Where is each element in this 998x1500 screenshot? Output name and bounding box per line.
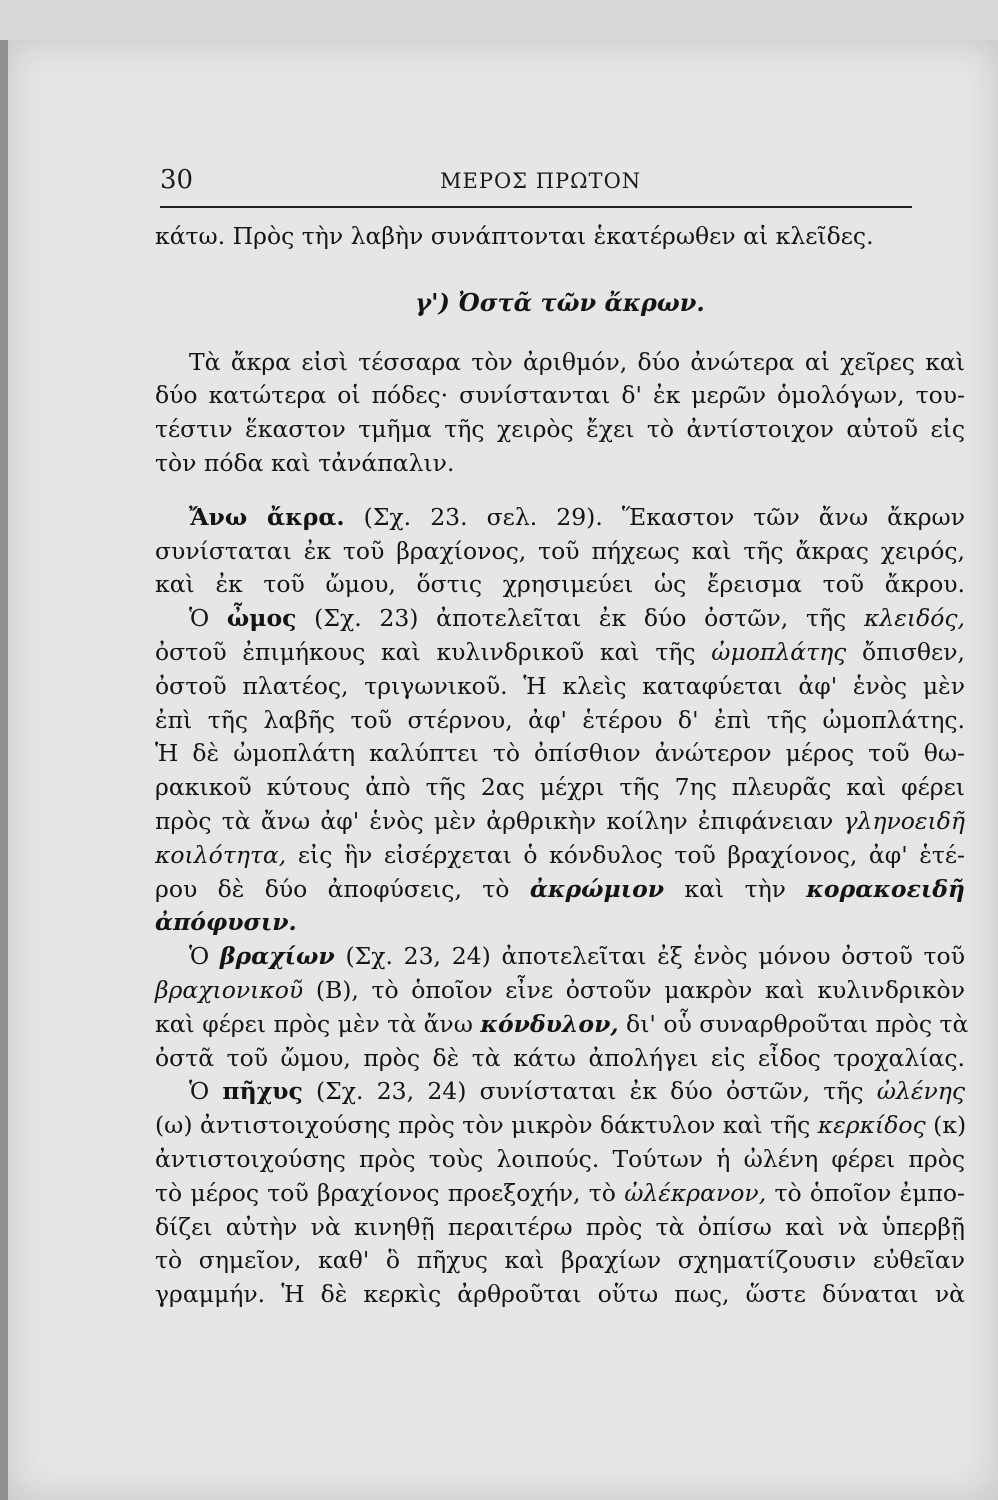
text-line: ρου δὲ δύο ἀποφύσεις, τὸ ἀκρώμιον καὶ τὴν κορακοειδῆ <box>155 874 966 903</box>
paragraph-shoulder <box>155 602 965 940</box>
text-line: Ὁ βραχίων (Σχ. 23, 24) ἀποτελεῖται ἐξ ἑνὸς μόνου ὀστοῦ τοῦ <box>189 942 965 971</box>
text-line: Τὰ ἄκρα εἰσὶ τέσσαρα τὸν ἀριθμόν, δύο ἀνώτερα αἱ χεῖρες καὶ <box>189 347 965 376</box>
term-humerus: βραχίων <box>219 942 335 971</box>
text-line: καὶ ἐκ τοῦ ὤμου, ὅστις χρησιμεύει ὡς ἔρεισμα τοῦ ἄκρου. <box>155 570 965 599</box>
text-line: καὶ φέρει πρὸς μὲν τὰ ἄνω κόνδυλον, δι' οὗ συναρθροῦται πρὸς τὰ <box>155 1009 969 1038</box>
text-line: τὸν πόδα καὶ τἀνάπαλιν. <box>155 448 455 477</box>
text-line: τὸ σημεῖον, καθ' ὃ πῆχυς καὶ βραχίων σχηματίζουσιν εὐθεῖαν <box>155 1246 965 1275</box>
paragraph-limbs-intro <box>155 346 965 481</box>
text-line: ρακικοῦ κύτους ἀπὸ τῆς 2ας μέχρι τῆς 7ης πλευρᾶς καὶ φέρει <box>155 773 965 802</box>
text-line: τὸ μέρος τοῦ βραχίονος προεξοχήν, τὸ ὠλέκρανον, τὸ ὁποῖον ἐμπο- <box>155 1178 965 1207</box>
text-line: δίζει αὐτὴν νὰ κινηθῇ περαιτέρω πρὸς τὰ ὀπίσω καὶ νὰ ὑπερβῇ <box>155 1212 965 1241</box>
text-line: Ὁ ὦμος (Σχ. 23) ἀποτελεῖται ἐκ δύο ὀστῶν, τῆς κλειδός, <box>189 604 965 633</box>
term-forearm: πῆχυς <box>222 1077 303 1106</box>
section-heading: γ') Ὀστᾶ τῶν ἄκρων. <box>415 287 705 317</box>
text-line: ἀντιστοιχούσης πρὸς τοὺς λοιπούς. Τούτων ἡ ὠλένη φέρει πρὸς <box>155 1144 965 1173</box>
text-line: ὀστοῦ ἐπιμήκους καὶ κυλινδρικοῦ καὶ τῆς ὠμοπλάτης ὄπισθεν, <box>155 637 965 666</box>
page-body <box>155 220 969 1312</box>
text-line: ἀπόφυσιν. <box>155 908 297 937</box>
scan-top-edge <box>0 0 998 40</box>
text-line: τέστιν ἕκαστον τμῆμα τῆς χειρὸς ἔχει τὸ ἀντίστοιχον αὐτοῦ εἰς <box>155 415 965 444</box>
running-title: ΜΕΡΟΣ ΠΡΩΤΟΝ <box>440 169 642 193</box>
term-shoulder: ὦμος <box>226 604 297 633</box>
text-line: κοιλότητα, εἰς ἣν εἰσέρχεται ὁ κόνδυλος τοῦ βραχίονος, ἀφ' ἑτέ- <box>155 840 965 869</box>
term-upper-limbs: Ἄνω ἄκρα. <box>189 502 345 531</box>
header-rule <box>160 206 912 208</box>
text-line: ὀστᾶ τοῦ ὤμου, πρὸς δὲ τὰ κάτω ἀπολήγει εἰς εἶδος τροχαλίας. <box>155 1043 965 1072</box>
text-line: κάτω. Πρὸς τὴν λαβὴν συνάπτονται ἑκατέρωθεν αἱ κλεῖδες. <box>155 222 874 250</box>
text-line: πρὸς τὰ ἄνω ἀφ' ἑνὸς μὲν ἀρθρικὴν κοίλην ἐπιφάνειαν γληνοειδῆ <box>155 806 965 835</box>
paragraph-humerus <box>155 940 969 1075</box>
text-line: Ὁ πῆχυς (Σχ. 23, 24) συνίσταται ἐκ δύο ὀστῶν, τῆς ὠλένης <box>189 1077 965 1106</box>
paragraph-spacer <box>155 481 965 501</box>
text-line: ὀστοῦ πλατέος, τριγωνικοῦ. Ἡ κλεὶς καταφύεται ἀφ' ἑνὸς μὲν <box>155 671 965 700</box>
page-number: 30 <box>160 165 194 195</box>
paragraph-upper-limbs <box>155 501 965 602</box>
text-line: δύο κατώτερα οἱ πόδες· συνίστανται δ' ἐκ μερῶν ὁμολόγων, του- <box>155 381 965 410</box>
page-header <box>160 165 960 205</box>
text-line: βραχιονικοῦ (Β), τὸ ὁποῖον εἶνε ὀστοῦν μακρὸν καὶ κυλινδρικὸν <box>155 975 965 1004</box>
text-line: γραμμήν. Ἡ δὲ κερκὶς ἀρθροῦται οὕτω πως, ὥστε δύναται νὰ <box>155 1280 965 1309</box>
paragraph-forearm <box>155 1075 965 1312</box>
text-line: Ἄνω ἄκρα. (Σχ. 23. σελ. 29). Ἕκαστον τῶν ἄνω ἄκρων <box>189 502 965 531</box>
text-line: συνίσταται ἐκ τοῦ βραχίονος, τοῦ πήχεως καὶ τῆς ἄκρας χειρός, <box>155 536 965 565</box>
text-line: Ἡ δὲ ὠμοπλάτη καλύπτει τὸ ὀπίσθιον ἀνώτερον μέρος τοῦ θω- <box>155 739 965 768</box>
text-line: (ω) ἀντιστοιχούσης πρὸς τὸν μικρὸν δάκτυλον καὶ τῆς κερκίδος (κ) <box>155 1111 967 1140</box>
text-line: ἐπὶ τῆς λαβῆς τοῦ στέρνου, ἀφ' ἑτέρου δ' ἐπὶ τῆς ὠμοπλάτης. <box>155 705 965 734</box>
